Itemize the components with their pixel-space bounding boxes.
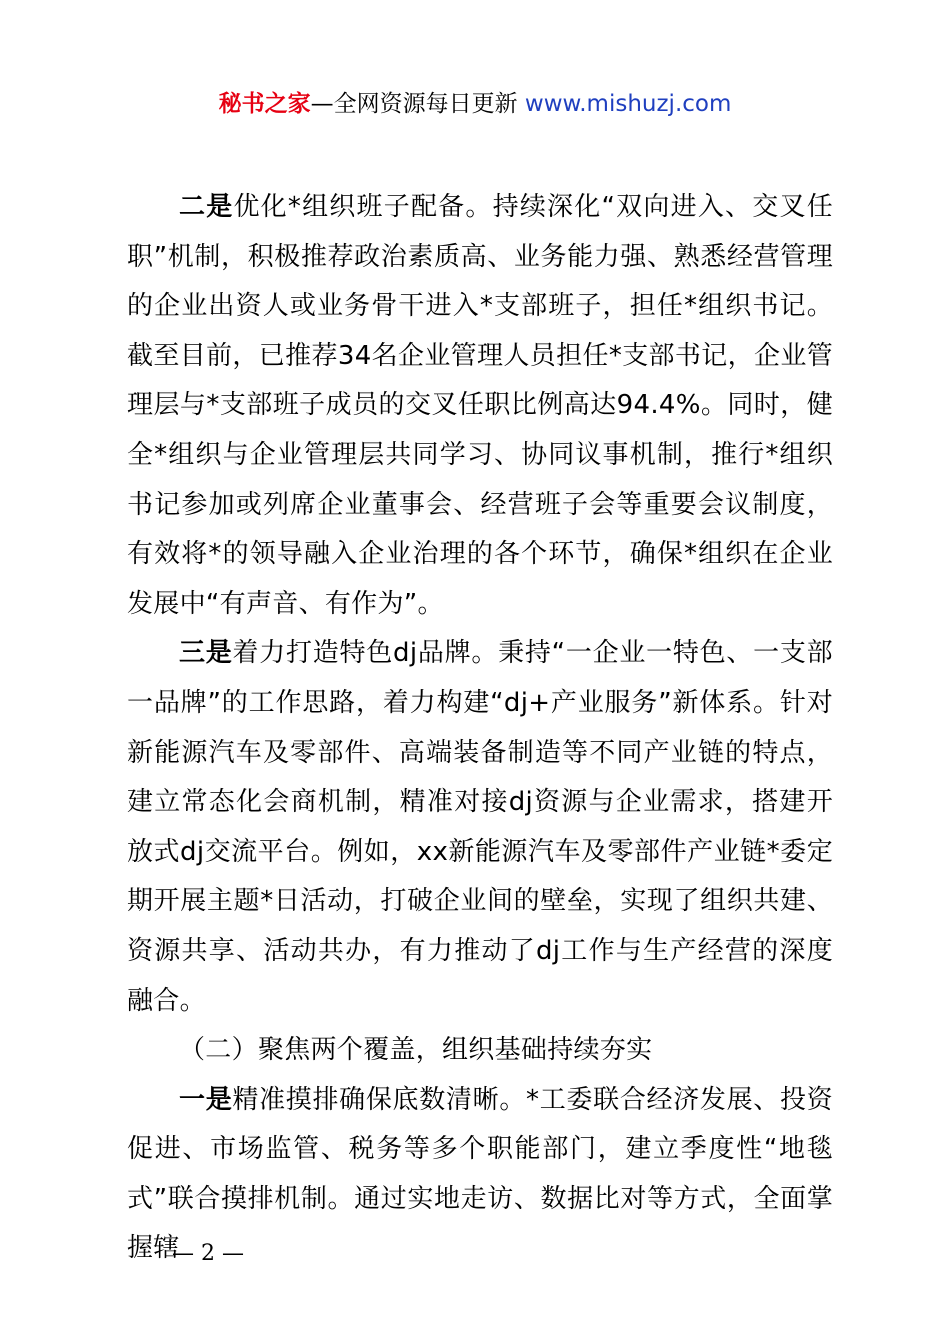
page-number: — 2 —: [172, 1241, 244, 1266]
paragraph-text: 优化*组织班子配备。持续深化“双向进入、交叉任职”机制，积极推荐政治素质高、业务能力强、熟悉经营管理的企业出资人或业务骨干进入*支部班子，担任*组织书记。截至目前，已推荐34名企业管理人员担任*支部书记，企业管理层与*支部班子成员的交叉任职比例高达94.4%。同时，健全*组织与企业管理层共同学习、协同议事机制，推行*组织书记参加或列席企业董事会、经营班子会等重要会议制度，有效将*的领导融入企业治理的各个环节，确保*组织在企业发展中“有声音、有作为”。: [127, 192, 833, 619]
paragraph-optimize-team: [127, 183, 833, 629]
paragraph-lead: 二是: [179, 192, 234, 222]
paragraph-lead: 三是: [179, 638, 233, 669]
section-heading: [127, 1026, 833, 1076]
section-heading-text: （二）聚焦两个覆盖，组织基础持续夯实: [179, 1035, 653, 1066]
paragraph-text: 着力打造特色dj品牌。秉持“一企业一特色、一支部一品牌”的工作思路，着力构建“dj+产业服务”新体系。针对新能源汽车及零部件、高端装备制造等不同产业链的特点，建立常态化会商机制，精准对接dj资源与企业需求，搭建开放式dj交流平台。例如，xx新能源汽车及零部件产业链*委定期开展主题*日活动，打破企业间的壁垒，实现了组织共建、资源共享、活动共办，有力推动了dj工作与生产经营的深度融合。: [127, 638, 833, 1016]
paragraph-text: 精准摸排确保底数清晰。*工委联合经济发展、投资促进、市场监管、税务等多个职能部门，建立季度性“地毯式”联合摸排机制。通过实地走访、数据比对等方式，全面掌握辖: [127, 1084, 833, 1264]
site-url[interactable]: www.mishuzj.com: [524, 91, 732, 117]
document-body: [127, 183, 833, 1274]
paragraph-lead: 一是: [179, 1084, 233, 1115]
paragraph-brand-building: [127, 629, 833, 1026]
site-header: [0, 88, 950, 120]
site-brand: 秘书之家: [218, 91, 311, 117]
site-tagline: —全网资源每日更新: [310, 91, 518, 117]
